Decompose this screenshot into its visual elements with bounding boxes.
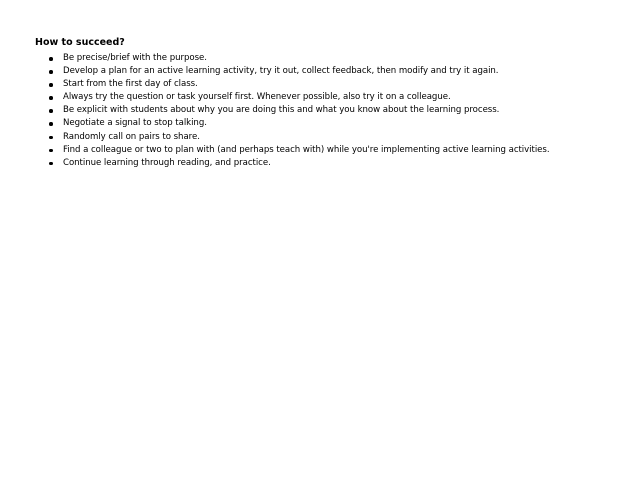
bullet-icon (49, 122, 53, 126)
list-item-text: Start from the first day of class. (63, 79, 198, 90)
list-item-text: Always try the question or task yourself first. Whenever possible, also try it on a colleague. (63, 92, 451, 103)
list-item (0, 65, 638, 78)
list-item (0, 157, 638, 170)
bullet-icon (49, 83, 53, 87)
bullet-icon (49, 136, 53, 140)
list-item-text: Randomly call on pairs to share. (63, 131, 200, 142)
bullet-icon (49, 70, 53, 74)
list-item-text: Find a colleague or two to plan with (and perhaps teach with) while you're implementing active learning activities. (63, 144, 550, 155)
list-item (0, 52, 638, 65)
bullet-icon (49, 109, 53, 113)
tips-bullet-list (0, 52, 638, 170)
list-item-text: Develop a plan for an active learning activity, try it out, collect feedback, then modify and try it again. (63, 66, 499, 77)
bullet-icon (49, 96, 53, 100)
list-item (0, 117, 638, 130)
list-item (0, 144, 638, 157)
list-item (0, 131, 638, 144)
bullet-icon (49, 162, 53, 166)
list-item-text: Be explicit with students about why you are doing this and what you know about the learning process. (63, 105, 500, 116)
list-item (0, 78, 638, 91)
list-item-text: Negotiate a signal to stop talking. (63, 118, 207, 129)
list-item-text: Be precise/brief with the purpose. (63, 53, 207, 63)
bullet-icon (49, 57, 53, 61)
list-item (0, 91, 638, 104)
bullet-icon (49, 149, 53, 153)
list-item-text: Continue learning through reading, and practice. (63, 157, 271, 168)
list-item (0, 104, 638, 117)
section-heading: How to succeed? (35, 37, 125, 48)
